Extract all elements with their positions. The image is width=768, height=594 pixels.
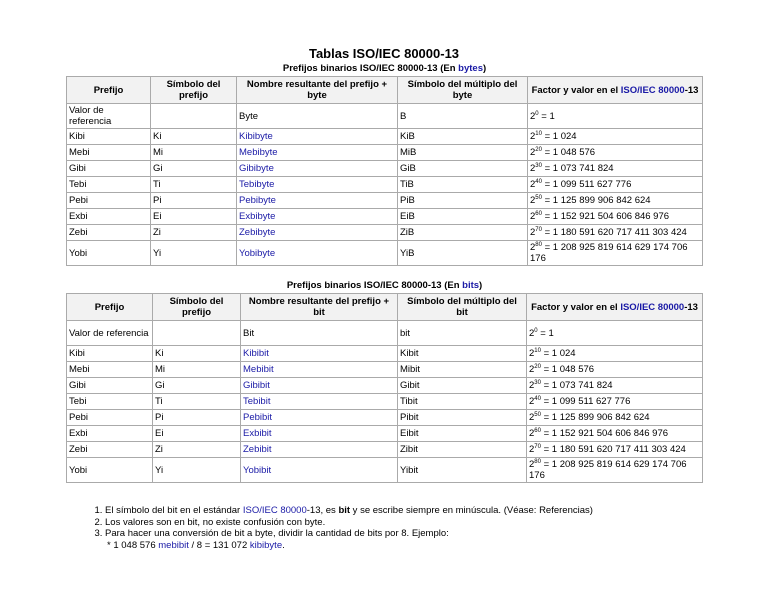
header-text-end: -13: [684, 84, 699, 96]
table-caption-row: [67, 62, 703, 77]
factor-value: = 1 125 899 906 842 624: [540, 412, 650, 423]
factor-value: = 1 180 591 620 717 411 303 424: [541, 227, 687, 238]
byte-prefix-table: [66, 62, 703, 266]
factor-value: = 1 099 511 627 776: [541, 179, 632, 190]
factor-base: 2: [529, 348, 535, 359]
unit-name-link[interactable]: Tebibit: [243, 396, 271, 407]
factor-exponent: 0: [535, 110, 539, 117]
column-header-factor: [527, 294, 703, 321]
cell-prefix: Exbi: [67, 209, 151, 225]
cell-symbol: Yi: [151, 241, 237, 266]
factor-exponent: 70: [534, 443, 541, 450]
cell-multiple: Gibit: [398, 378, 527, 394]
table-row: [67, 145, 703, 161]
cell-multiple: Eibit: [398, 426, 527, 442]
cell-name: [237, 104, 398, 129]
header-text-end: -13: [684, 301, 698, 313]
column-header-symbol: Símbolo del prefijo: [153, 294, 241, 321]
caption-text: Prefijos binarios ISO/IEC 80000-13 (En: [286, 280, 463, 291]
unit-name-link[interactable]: Zebibit: [243, 444, 272, 455]
factor-base: 2: [529, 459, 535, 470]
factor-value: = 1 180 591 620 717 411 303 424: [540, 444, 686, 455]
header-text: Factor y valor en el: [531, 301, 621, 313]
cell-symbol: Ti: [153, 394, 241, 410]
factor-exponent: 40: [534, 395, 541, 402]
bytes-link[interactable]: bytes: [458, 63, 483, 74]
bits-link[interactable]: bits: [462, 280, 480, 291]
table-row: [67, 177, 703, 193]
cell-multiple: PiB: [398, 193, 528, 209]
factor-base: 2: [529, 412, 535, 423]
factor-value: = 1 152 921 504 606 846 976: [540, 428, 669, 439]
cell-name: [241, 362, 398, 378]
cell-prefix: Kibi: [67, 346, 153, 362]
factor-exponent: 10: [535, 130, 542, 137]
factor-exponent: 60: [535, 210, 542, 217]
footnote-bold-text: bit: [338, 505, 351, 516]
table-header-row: [67, 77, 703, 104]
footnote-text: -13, es: [306, 505, 339, 516]
cell-symbol: Ti: [151, 177, 237, 193]
table-row: [67, 193, 703, 209]
cell-symbol: [151, 104, 237, 129]
footnote-text: y se escribe siempre en minúscula. (Véase: Referencias): [350, 505, 593, 516]
table-header-row: [67, 294, 703, 321]
cell-name: [237, 209, 398, 225]
cell-symbol: Gi: [153, 378, 241, 394]
table-row: [67, 129, 703, 145]
caption-text-end: ): [482, 63, 487, 74]
cell-multiple: MiB: [398, 145, 528, 161]
cell-symbol: Gi: [151, 161, 237, 177]
cell-prefix: Tebi: [67, 394, 153, 410]
factor-value: = 1 073 741 824: [540, 380, 613, 391]
cell-multiple: B: [398, 104, 528, 129]
cell-symbol: Zi: [151, 225, 237, 241]
cell-prefix: Exbi: [67, 426, 153, 442]
cell-multiple: KiB: [398, 129, 528, 145]
cell-symbol: Ki: [153, 346, 241, 362]
cell-factor: [528, 104, 703, 129]
cell-factor: [527, 378, 703, 394]
column-header-name: Nombre resultante del prefijo + bit: [241, 294, 398, 321]
unit-name-link[interactable]: Gibibit: [243, 380, 270, 391]
unit-name-link: Bit: [243, 327, 255, 339]
cell-name: [241, 442, 398, 458]
footnote-text: Para hacer una conversión de bit a byte, dividir la cantidad de bits por 8. Ejemplo:: [105, 528, 449, 539]
factor-exponent: 20: [535, 146, 542, 153]
cell-factor: [527, 426, 703, 442]
bit-prefix-table: [66, 279, 703, 483]
page-title: Tablas ISO/IEC 80000-13: [308, 46, 460, 61]
factor-exponent: 0: [534, 327, 538, 334]
table-row: [67, 410, 703, 426]
factor-exponent: 60: [534, 427, 541, 434]
table-body: [67, 104, 703, 266]
factor-value: = 1: [538, 110, 555, 122]
example-text: * 1 048 576: [107, 539, 159, 551]
cell-factor: [528, 161, 703, 177]
factor-exponent: 20: [534, 363, 541, 370]
cell-symbol: [153, 321, 241, 346]
cell-multiple: YiB: [398, 241, 528, 266]
cell-name: [241, 346, 398, 362]
table-row: [67, 458, 703, 483]
cell-name: [237, 193, 398, 209]
cell-name: [241, 378, 398, 394]
column-header-multiple: Símbolo del múltiplo del bit: [398, 294, 527, 321]
factor-exponent: 30: [534, 379, 541, 386]
unit-name-link[interactable]: Gibibyte: [239, 163, 274, 174]
factor-exponent: 80: [535, 241, 542, 248]
factor-base: 2: [529, 327, 535, 339]
cell-multiple: Zibit: [398, 442, 527, 458]
column-header-multiple: Símbolo del múltiplo del byte: [398, 77, 528, 104]
cell-prefix: Pebi: [67, 410, 153, 426]
cell-name: [241, 394, 398, 410]
cell-factor: [528, 225, 703, 241]
cell-prefix: Yobi: [67, 458, 153, 483]
cell-name: [237, 161, 398, 177]
cell-multiple: Kibit: [398, 346, 527, 362]
table-caption: [67, 62, 703, 77]
cell-name: [241, 458, 398, 483]
cell-multiple: GiB: [398, 161, 528, 177]
table-row: [67, 378, 703, 394]
factor-exponent: 70: [535, 226, 542, 233]
cell-factor: [528, 193, 703, 209]
cell-symbol: Yi: [153, 458, 241, 483]
column-header-prefix: Prefijo: [67, 77, 151, 104]
table-row: [67, 346, 703, 362]
footnote-1: [105, 505, 725, 517]
table-row: [67, 104, 703, 129]
factor-value: = 1 048 576: [541, 147, 596, 158]
cell-prefix: Zebi: [67, 225, 151, 241]
cell-name: [237, 241, 398, 266]
footnote-2: 2. Los valores son en bit, no existe confusión con byte.: [105, 517, 725, 529]
cell-symbol: Zi: [153, 442, 241, 458]
cell-multiple: TiB: [398, 177, 528, 193]
cell-name: [241, 426, 398, 442]
table-row: [67, 241, 703, 266]
factor-base: 2: [530, 147, 536, 158]
factor-base: 2: [529, 380, 535, 391]
table-caption-row: [67, 279, 703, 294]
factor-exponent: 50: [535, 194, 542, 201]
factor-value: = 1 208 925 819 614 629 174 706 176: [529, 459, 687, 481]
unit-name-link[interactable]: Mebibit: [243, 364, 274, 375]
factor-base: 2: [529, 364, 535, 375]
example-text: / 8 = 131 072: [188, 539, 250, 551]
column-header-name: Nombre resultante del prefijo + byte: [237, 77, 398, 104]
kibibyte-link[interactable]: kibibyte: [249, 539, 283, 551]
cell-multiple: bit: [398, 321, 527, 346]
factor-base: 2: [530, 211, 536, 222]
table-row: [67, 362, 703, 378]
table-row: [67, 321, 703, 346]
cell-symbol: Mi: [151, 145, 237, 161]
cell-multiple: Pibit: [398, 410, 527, 426]
unit-name-link[interactable]: Exbibit: [243, 428, 272, 439]
cell-factor: [527, 346, 703, 362]
cell-factor: [527, 442, 703, 458]
factor-exponent: 50: [534, 411, 541, 418]
column-header-symbol: Símbolo del prefijo: [151, 77, 237, 104]
cell-factor: [528, 129, 703, 145]
cell-symbol: Pi: [153, 410, 241, 426]
cell-factor: [527, 362, 703, 378]
cell-prefix: Kibi: [67, 129, 151, 145]
cell-prefix: Mebi: [67, 145, 151, 161]
cell-factor: [528, 145, 703, 161]
cell-prefix: Yobi: [67, 241, 151, 266]
unit-name-link[interactable]: Yobibyte: [239, 247, 276, 259]
cell-prefix: Tebi: [67, 177, 151, 193]
cell-prefix: Valor de referencia: [67, 104, 151, 129]
factor-base: 2: [530, 110, 536, 122]
factor-base: 2: [530, 179, 536, 190]
iso-iec-link[interactable]: ISO/IEC 80000: [242, 505, 307, 516]
factor-base: 2: [529, 444, 535, 455]
caption-text: Prefijos binarios ISO/IEC 80000-13 (En: [282, 63, 459, 74]
cell-symbol: Pi: [151, 193, 237, 209]
table-row: [67, 161, 703, 177]
cell-symbol: Ei: [151, 209, 237, 225]
cell-name: [237, 177, 398, 193]
table-row: [67, 209, 703, 225]
cell-symbol: Ei: [153, 426, 241, 442]
table-body: [67, 321, 703, 483]
factor-base: 2: [529, 428, 535, 439]
factor-value: = 1: [537, 327, 554, 339]
column-header-factor: [528, 77, 703, 104]
cell-name: [237, 129, 398, 145]
cell-name: [241, 410, 398, 426]
factor-exponent: 80: [534, 458, 541, 465]
unit-name-link[interactable]: Mebibyte: [239, 147, 278, 158]
factor-exponent: 40: [535, 178, 542, 185]
cell-symbol: Mi: [153, 362, 241, 378]
iso-iec-link[interactable]: ISO/IEC 80000: [620, 301, 685, 313]
table-row: [67, 225, 703, 241]
cell-name: [237, 225, 398, 241]
cell-name: [237, 145, 398, 161]
cell-factor: [527, 321, 703, 346]
factor-exponent: 10: [534, 347, 541, 354]
unit-name-link[interactable]: Kibibyte: [239, 131, 273, 142]
unit-name-link[interactable]: Zebibyte: [239, 227, 276, 238]
factor-value: = 1 208 925 819 614 629 174 706 176: [530, 242, 688, 264]
factor-value: = 1 024: [541, 131, 577, 142]
column-header-prefix: Prefijo: [67, 294, 153, 321]
unit-name-link[interactable]: Pebibit: [243, 412, 273, 423]
unit-name-link: Byte: [239, 110, 259, 122]
header-text: Factor y valor en el: [531, 84, 621, 96]
table-row: [67, 426, 703, 442]
example-text: .: [282, 539, 285, 551]
conversion-example: [105, 540, 725, 552]
unit-name-link[interactable]: Exbibyte: [239, 211, 276, 222]
footnotes-list: [88, 505, 725, 551]
factor-base: 2: [529, 396, 535, 407]
cell-factor: [528, 209, 703, 225]
factor-value: = 1 099 511 627 776: [540, 396, 631, 407]
cell-prefix: Mebi: [67, 362, 153, 378]
cell-factor: [528, 177, 703, 193]
iso-iec-link[interactable]: ISO/IEC 80000: [620, 84, 685, 96]
table-row: [67, 442, 703, 458]
factor-base: 2: [530, 131, 536, 142]
mebibit-link[interactable]: mebibit: [158, 539, 189, 551]
factor-base: 2: [530, 242, 536, 253]
caption-text-end: ): [479, 280, 483, 291]
cell-factor: [527, 410, 703, 426]
factor-value: = 1 125 899 906 842 624: [541, 195, 651, 206]
factor-base: 2: [530, 163, 536, 174]
table-caption: [67, 279, 703, 294]
unit-name-link[interactable]: Yobibit: [243, 464, 272, 476]
cell-prefix: Zebi: [67, 442, 153, 458]
footnote-text: El símbolo del bit en el estándar: [105, 505, 243, 516]
cell-name: [241, 321, 398, 346]
factor-base: 2: [530, 195, 536, 206]
cell-multiple: Mibit: [398, 362, 527, 378]
table-row: [67, 394, 703, 410]
cell-prefix: Pebi: [67, 193, 151, 209]
cell-factor: [527, 394, 703, 410]
factor-exponent: 30: [535, 162, 542, 169]
cell-factor: [527, 458, 703, 483]
cell-symbol: Ki: [151, 129, 237, 145]
cell-prefix: Valor de referencia: [67, 321, 153, 346]
cell-prefix: Gibi: [67, 378, 153, 394]
cell-multiple: EiB: [398, 209, 528, 225]
footnote-3: [105, 528, 725, 551]
unit-name-link[interactable]: Tebibyte: [239, 179, 275, 190]
unit-name-link[interactable]: Pebibyte: [239, 195, 276, 206]
cell-prefix: Gibi: [67, 161, 151, 177]
cell-multiple: Yibit: [398, 458, 527, 483]
factor-value: = 1 048 576: [540, 364, 595, 375]
unit-name-link[interactable]: Kibibit: [243, 348, 269, 359]
cell-multiple: Tibit: [398, 394, 527, 410]
factor-value: = 1 152 921 504 606 846 976: [541, 211, 670, 222]
factor-value: = 1 024: [540, 348, 576, 359]
factor-value: = 1 073 741 824: [541, 163, 614, 174]
cell-factor: [528, 241, 703, 266]
cell-multiple: ZiB: [398, 225, 528, 241]
factor-base: 2: [530, 227, 536, 238]
